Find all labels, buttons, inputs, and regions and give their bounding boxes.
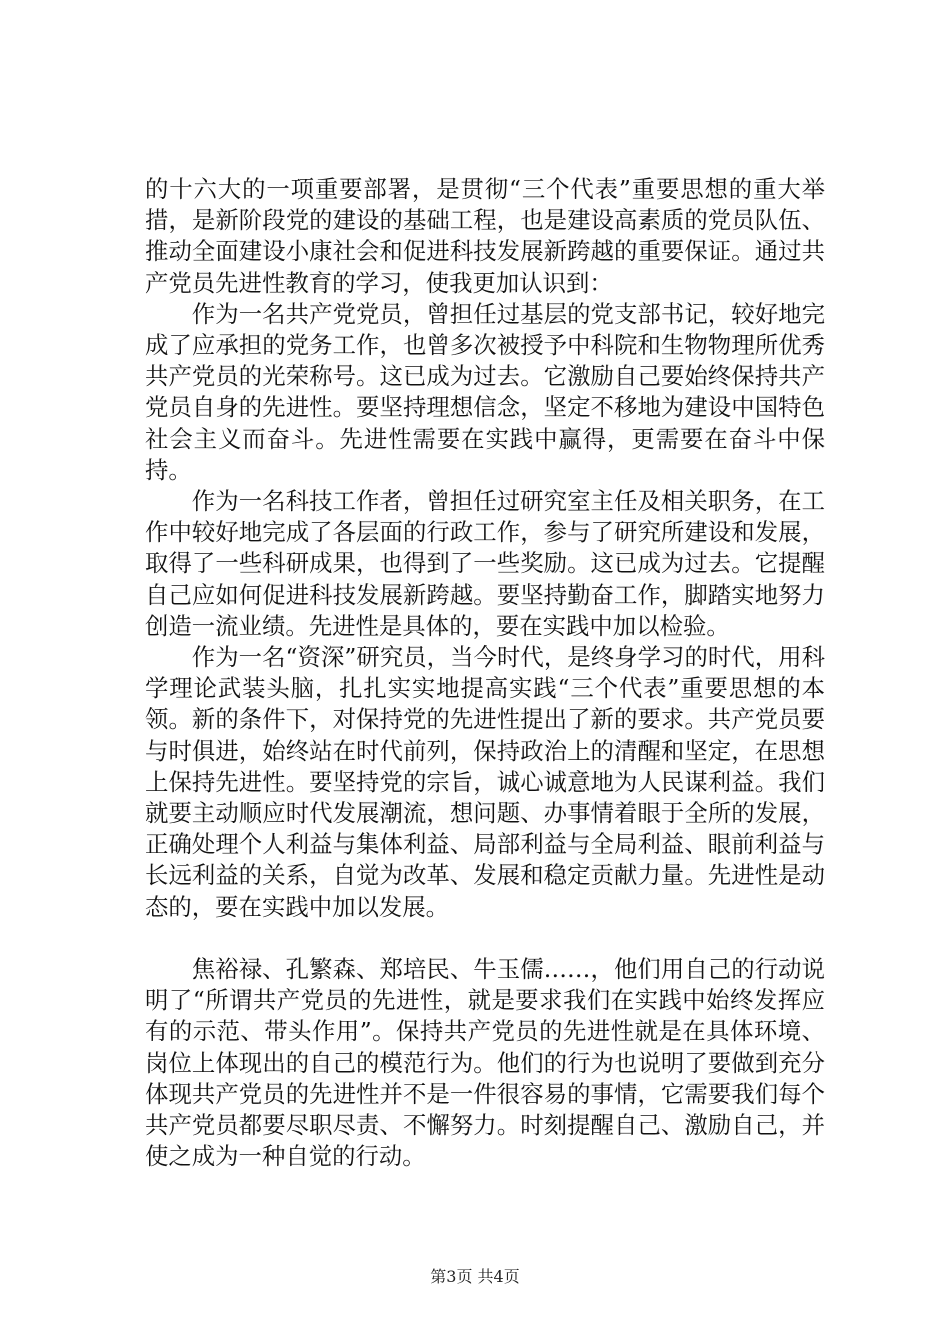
paragraph-senior-researcher: 作为一名“资深”研究员，当今时代，是终身学习的时代，用科学理论武装头脑，扎扎实实地提高实践“三个代表”重要思想的本领。新的条件下，对保持党的先进性提出了新的要求。共产党员要与时俱进，始终站在时代前列，保持政治上的清醒和坚定，在思想上保持先进性。要坚持党的宗旨，诚心诚意地为人民谋利益。我们就要主动顺应时代发展潮流，想问题、办事情着眼于全所的发展，正确处理个人利益与集体利益、局部利益与全局利益、眼前利益与长远利益的关系，自觉为改革、发展和稳定贡献力量。先进性是动态的，要在实践中加以发展。 xyxy=(145,643,825,921)
page-number-footer: 第3页 共4页 xyxy=(430,1267,520,1286)
paragraph-party-member: 作为一名共产党党员，曾担任过基层的党支部书记，较好地完成了应承担的党务工作，也曾多次被授予中科院和生物物理所优秀共产党员的光荣称号。这已成为过去。它激励自己要始终保持共产党员自身的先进性。要坚持理想信念，坚定不移地为建设中国特色社会主义而奋斗。先进性需要在实践中赢得，更需要在奋斗中保持。 xyxy=(145,299,825,484)
paragraph-science-worker: 作为一名科技工作者，曾担任过研究室主任及相关职务，在工作中较好地完成了各层面的行政工作，参与了研究所建设和发展，取得了一些科研成果，也得到了一些奖励。这已成为过去。它提醒自己应如何促进科技发展新跨越。要坚持勤奋工作，脚踏实地努力创造一流业绩。先进性是具体的，要在实践中加以检验。 xyxy=(145,487,825,640)
body-text xyxy=(145,174,825,1172)
paragraph-continuation: 的十六大的一项重要部署，是贯彻“三个代表”重要思想的重大举措，是新阶段党的建设的基础工程，也是建设高素质的党员队伍、推动全面建设小康社会和促进科技发展新跨越的重要保证。通过共产党员先进性教育的学习，使我更加认识到： xyxy=(145,175,825,297)
paragraph-role-models: 焦裕禄、孔繁森、郑培民、牛玉儒……，他们用自己的行动说明了“所谓共产党员的先进性，就是要求我们在实践中始终发挥应有的示范、带头作用”。保持共产党员的先进性就是在具体环境、岗位上体现出的自己的模范行为。他们的行为也说明了要做到充分体现共产党员的先进性并不是一件很容易的事情，它需要我们每个共产党员都要尽职尽责、不懈努力。时刻提醒自己、激励自己，并使之成为一种自觉的行动。 xyxy=(145,955,825,1171)
